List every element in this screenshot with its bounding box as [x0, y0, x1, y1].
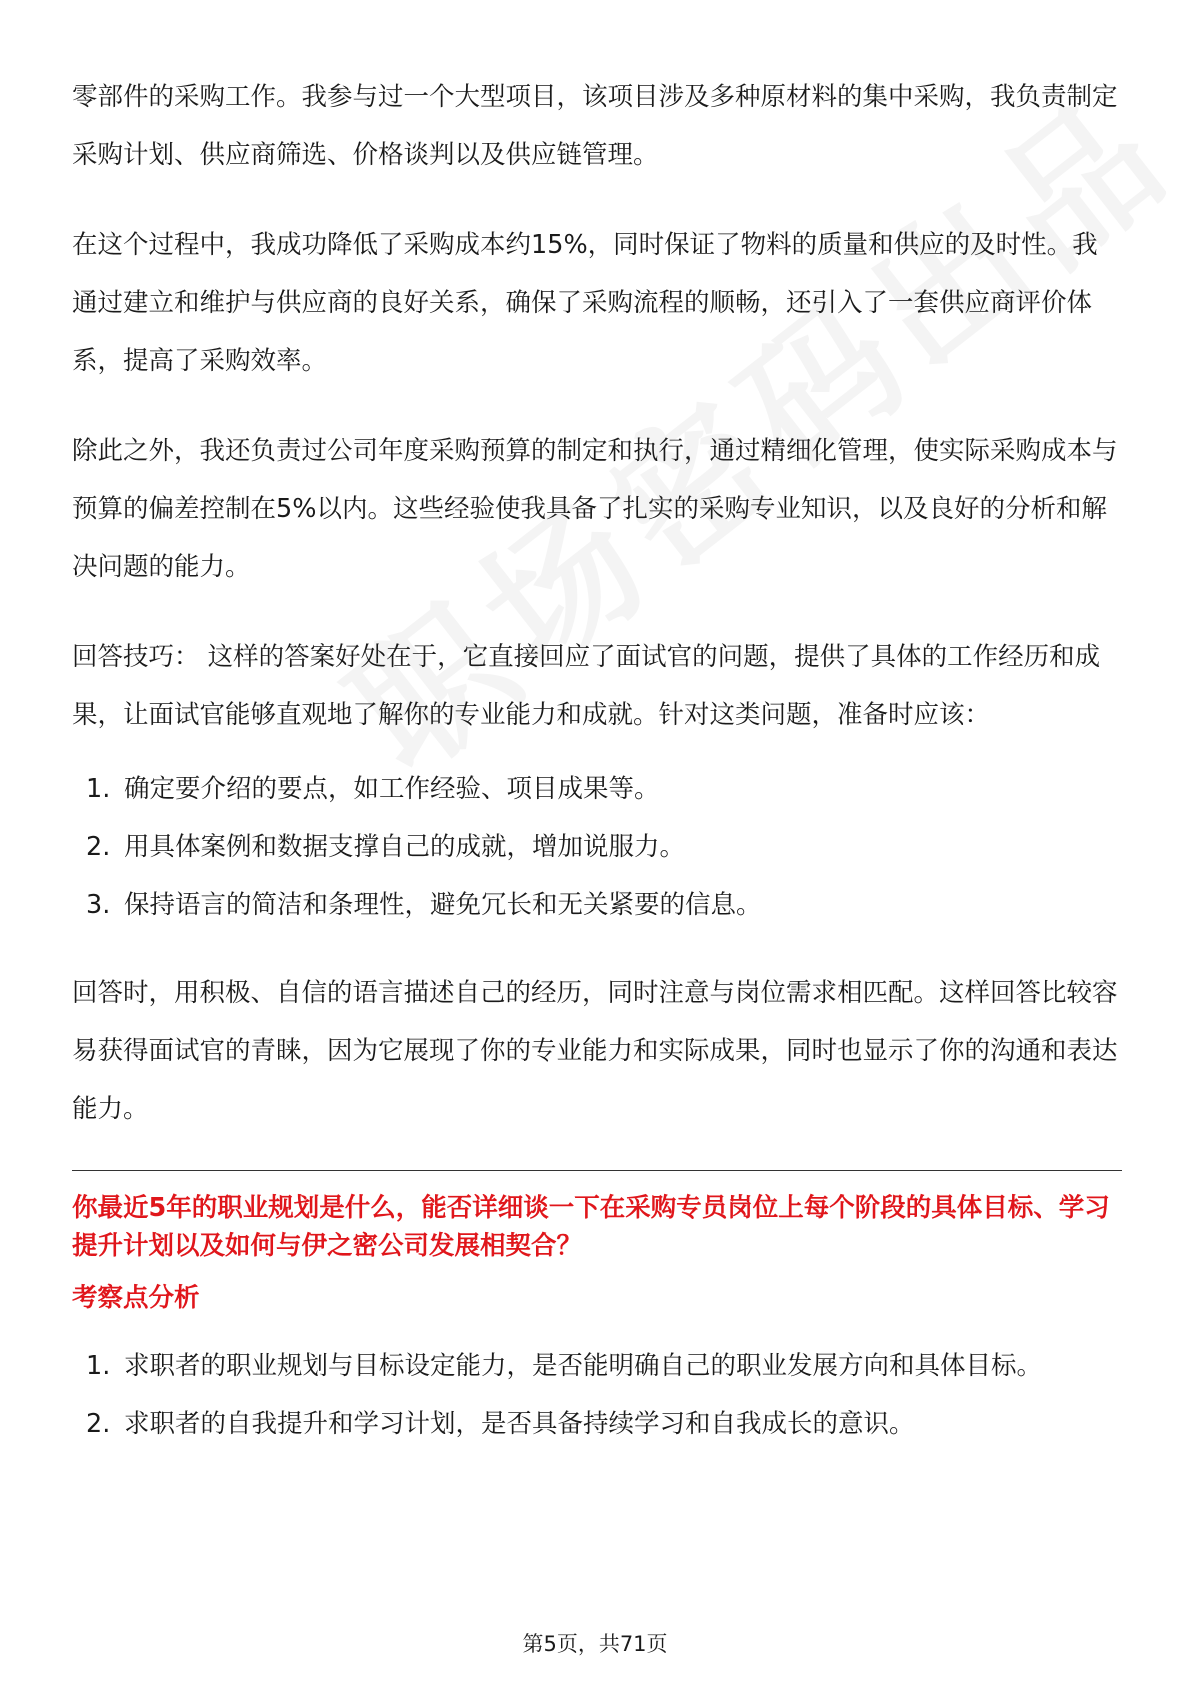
paragraph: 在这个过程中，我成功降低了采购成本约15%，同时保证了物料的质量和供应的及时性。我通过建立和维护与供应商的良好关系，确保了采购流程的顺畅，还引入了一套供应商评价体系，提高了采购效率。: [72, 230, 1098, 376]
divider: [72, 1170, 1122, 1171]
list-item: [72, 1395, 1122, 1453]
list-item-text: 求职者的自我提升和学习计划，是否具备持续学习和自我成长的意识。: [124, 1409, 915, 1439]
analysis-list: [72, 1337, 1122, 1453]
list-item: [72, 818, 1122, 876]
list-item: [72, 760, 1122, 818]
list-item-text: 求职者的职业规划与目标设定能力，是否能明确自己的职业发展方向和具体目标。: [124, 1351, 1043, 1381]
list-item: [72, 1337, 1122, 1395]
list-number: 2.: [86, 832, 111, 862]
list-number: 2.: [86, 1409, 111, 1439]
list-number: 3.: [86, 890, 111, 920]
paragraph: 除此之外，我还负责过公司年度采购预算的制定和执行，通过精细化管理，使实际采购成本与预算的偏差控制在5%以内。这些经验使我具备了扎实的采购专业知识，以及良好的分析和解决问题的能力。: [72, 436, 1118, 582]
interview-question: 你最近5年的职业规划是什么，能否详细谈一下在采购专员岗位上每个阶段的具体目标、学习提升计划以及如何与伊之密公司发展相契合？: [72, 1193, 1110, 1261]
list-number: 1.: [86, 774, 111, 804]
paragraph: 零部件的采购工作。我参与过一个大型项目，该项目涉及多种原材料的集中采购，我负责制定采购计划、供应商筛选、价格谈判以及供应链管理。: [72, 82, 1118, 170]
closing-paragraph: 回答时，用积极、自信的语言描述自己的经历，同时注意与岗位需求相匹配。这样回答比较容易获得面试官的青睐，因为它展现了你的专业能力和实际成果，同时也显示了你的沟通和表达能力。: [72, 978, 1118, 1124]
list-item-text: 保持语言的简洁和条理性，避免冗长和无关紧要的信息。: [124, 890, 762, 920]
section-title: 考察点分析: [72, 1283, 200, 1313]
answer-tips-paragraph: 回答技巧： 这样的答案好处在于，它直接回应了面试官的问题，提供了具体的工作经历和成果，让面试官能够直观地了解你的专业能力和成就。针对这类问题，准备时应该：: [72, 642, 1101, 730]
list-item: [72, 876, 1122, 934]
tips-list: [72, 760, 1122, 934]
list-item-text: 用具体案例和数据支撑自己的成就，增加说服力。: [124, 832, 686, 862]
page-content: [72, 68, 1122, 1483]
page-footer: 第5页，共71页: [522, 1632, 668, 1656]
list-number: 1.: [86, 1351, 111, 1381]
list-item-text: 确定要介绍的要点，如工作经验、项目成果等。: [124, 774, 660, 804]
